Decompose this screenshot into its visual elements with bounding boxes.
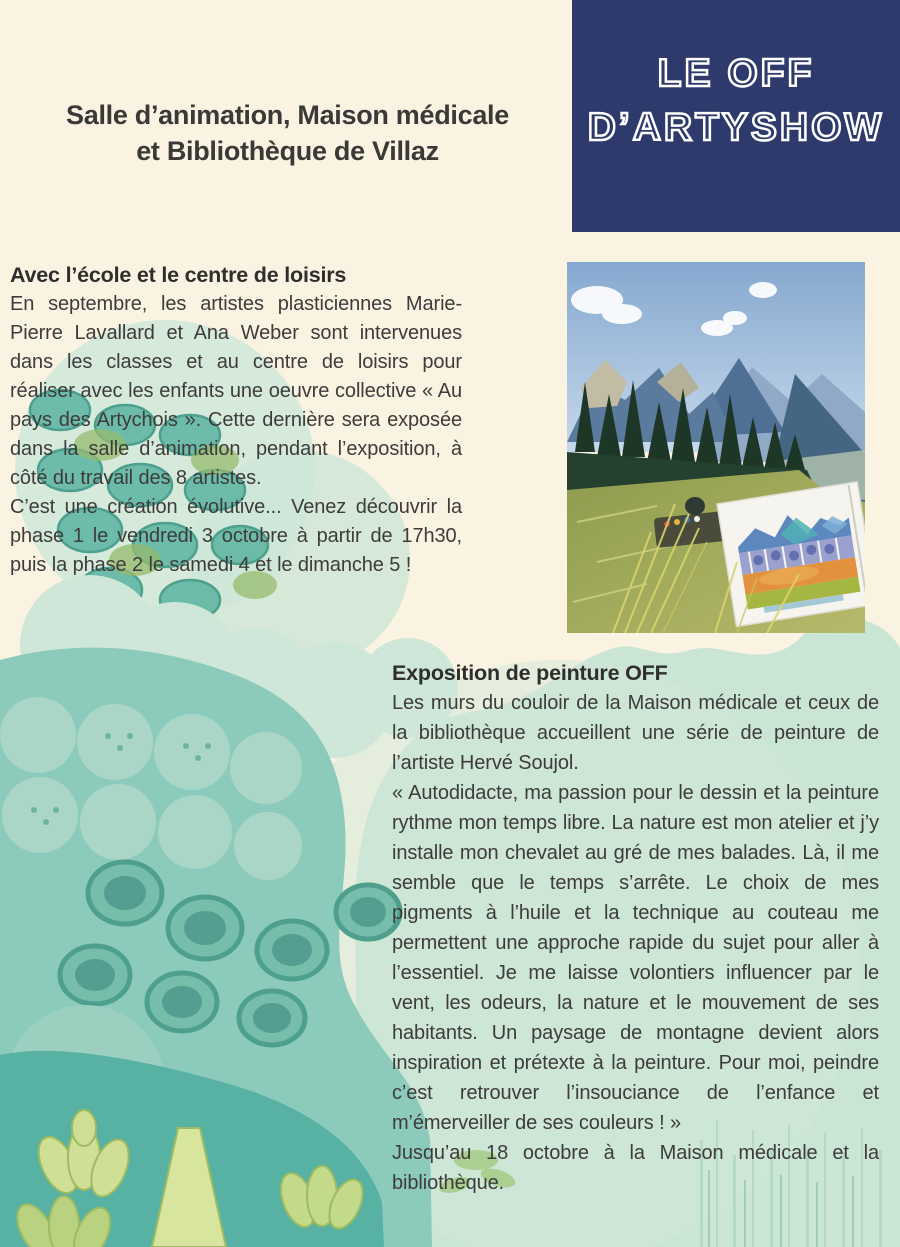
page-title-line1: Salle d’animation, Maison médicale	[66, 100, 509, 130]
page-title-line2: et Bibliothèque de Villaz	[136, 136, 439, 166]
article-school	[10, 261, 462, 580]
event-banner	[572, 0, 900, 232]
article-exposition	[392, 659, 879, 1198]
banner-title-line2: D’ARTYSHOW	[587, 106, 885, 149]
article-exposition-paragraph-3: Jusqu’au 18 octobre à la Maison médicale et la bibliothèque.	[392, 1142, 879, 1194]
photo-mountain-painting	[567, 262, 865, 633]
article-exposition-heading: Exposition de peinture OFF	[392, 661, 668, 685]
banner-title-line1: LE OFF	[657, 52, 815, 95]
article-exposition-paragraph-1: Les murs du couloir de la Maison médicale et ceux de la bibliothèque accueillent une série de peinture de l’artiste Hervé Soujol.	[392, 692, 879, 774]
article-school-paragraph-2: C’est une création évolutive... Venez découvrir la phase 1 le vendredi 3 octobre à partir de 17h30, puis la phase 2 le samedi 4 et le dimanche 5 !	[10, 496, 462, 576]
article-exposition-paragraph-2: « Autodidacte, ma passion pour le dessin et la peinture rythme mon temps libre. La nature est mon atelier et j’y installe mon chevalet au gré de mes balades. Là, il me semble que le temps s’arrête. Le choix de mes pigments à l’huile et la technique au couteau me permettent une approche rapide du sujet pour aller à l’essentiel. Je me laisse volontiers influencer par le vent, les odeurs, la nature et le mouvement de ses habitants. Un paysage de montagne devient alors inspiration et prétexte à la peinture. Pour moi, peindre c’est retrouver l’insouciance de l’enfance et m’émerveiller de ses couleurs ! »	[392, 782, 879, 1134]
page-title	[40, 97, 535, 169]
article-school-heading: Avec l’école et le centre de loisirs	[10, 263, 347, 287]
article-school-paragraph-1: En septembre, les artistes plasticiennes Marie-Pierre Lavallard et Ana Weber sont intervenues dans les classes et au centre de loisirs pour réaliser avec les enfants une oeuvre collective « Au pays des Artychois ». Cette dernière sera exposée dans la salle d’animation, pendant l’exposition, à côté du travail des 8 artistes.	[10, 293, 462, 489]
